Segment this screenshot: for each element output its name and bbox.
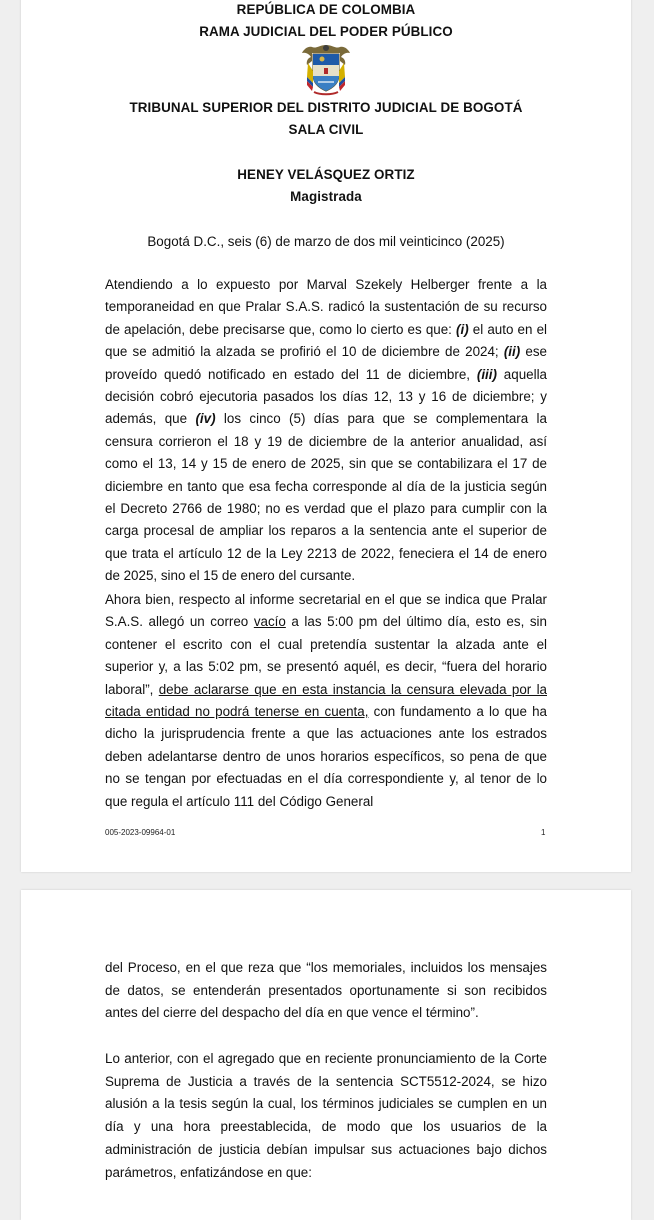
header-branch: RAMA JUDICIAL DEL PODER PÚBLICO — [199, 24, 453, 39]
p1-marker-ii: (ii) — [503, 344, 521, 360]
judge-name: HENEY VELÁSQUEZ ORTIZ — [237, 167, 415, 182]
case-number: 005-2023-09964-01 — [105, 828, 176, 837]
p2-text-3: con fundamento a lo que ha dicho la jurisprudencia frente a que las actuaciones ante los estrados deben adelantarse dentro de unos horarios específicos, so pena de que no se tengan por efectuadas en el día correspondiente y, al tenor de lo que regula el artículo 111 del Código General — [105, 704, 547, 809]
p2-underline-2: debe aclararse que en esta instancia la censura elevada por la citada entidad no podrá tenerse en cuenta, — [105, 681, 547, 720]
paragraph-4: Lo anterior, con el agregado que en reciente pronunciamiento de la Corte Suprema de Justicia a través de la sentencia SCT5512-2024, se hizo alusión a la tesis según la cual, los términos judiciales se cumplen en un día y una hora preestablecida, de modo que los usuarios de la administración de justicia debían impulsar sus actuaciones bajo dichos parámetros, enfatizándose en que: — [105, 1051, 547, 1180]
colombia-coat-of-arms-icon — [298, 41, 354, 97]
p2-text-1: Ahora bien, respecto al informe secretarial en el que se indica que Pralar S.A.S. allegó un correo — [105, 592, 547, 630]
header-court: TRIBUNAL SUPERIOR DEL DISTRITO JUDICIAL DE BOGOTÁ — [129, 100, 523, 115]
header-republic: REPÚBLICA DE COLOMBIA — [236, 2, 416, 17]
p1-text-1: Atendiendo a lo expuesto por Marval Szekely Helberger frente a la temporaneidad en que Pralar S.A.S. radicó la sustentación de su recurso de apelación, debe precisarse que, como lo cierto es que: — [105, 277, 547, 337]
paragraph-3: del Proceso, en el que reza que “los memoriales, incluidos los mensajes de datos, se entenderán presentados oportunamente si son recibidos antes del cierre del despacho del día en que vence el término”. — [105, 960, 547, 1021]
p1-marker-i: (i) — [456, 321, 469, 337]
header-chamber: SALA CIVIL — [288, 122, 364, 137]
document-page-2 — [21, 890, 631, 1220]
p1-text-4: aquella decisión cobró ejecutoria pasados los días 12, 13 y 16 de diciembre; y además, que — [105, 366, 547, 427]
p1-marker-iii: (iii) — [476, 366, 497, 382]
p1-text-2: el auto en el que se admitió la alzada se profirió el 10 de diciembre de 2024; — [105, 321, 547, 360]
paragraph-1 — [105, 274, 547, 588]
p1-text-3: ese proveído quedó notificado en estado del 11 de diciembre, — [105, 344, 547, 382]
p2-underline-1: vacío — [253, 614, 286, 630]
p1-marker-iv: (iv) — [195, 411, 216, 427]
judge-title: Magistrada — [290, 189, 362, 204]
document-page-1 — [21, 0, 631, 872]
p2-text-2: a las 5:00 pm del último día, esto es, sin contener el escrito con el cual pretendía sustentar la alzada ante el superior y, a las 5:02 pm, se presentó aquél, es decir, “fuera del horario laboral”, — [105, 614, 547, 697]
paragraph-2 — [105, 589, 547, 813]
page-number: 1 — [541, 828, 546, 837]
date-line: Bogotá D.C., seis (6) de marzo de dos mil veinticinco (2025) — [147, 234, 505, 249]
p1-text-5: los cinco (5) días para que se complementara la censura corrieron el 18 y 19 de diciembre de la anterior anualidad, así como el 13, 14 y 15 de enero de 2025, sin que se contabilizara el 17 de diciembre en tanto que esa fecha corresponde al día de la justicia según el Decreto 2766 de 1980; no es verdad que el plazo para cumplir con la carga procesal de ampliar los reparos a la sentencia ante el superior de que trata el artículo 12 de la Ley 2213 de 2022, feneciera el 14 de enero de 2025, sino el 15 de enero del cursante. — [105, 411, 547, 584]
